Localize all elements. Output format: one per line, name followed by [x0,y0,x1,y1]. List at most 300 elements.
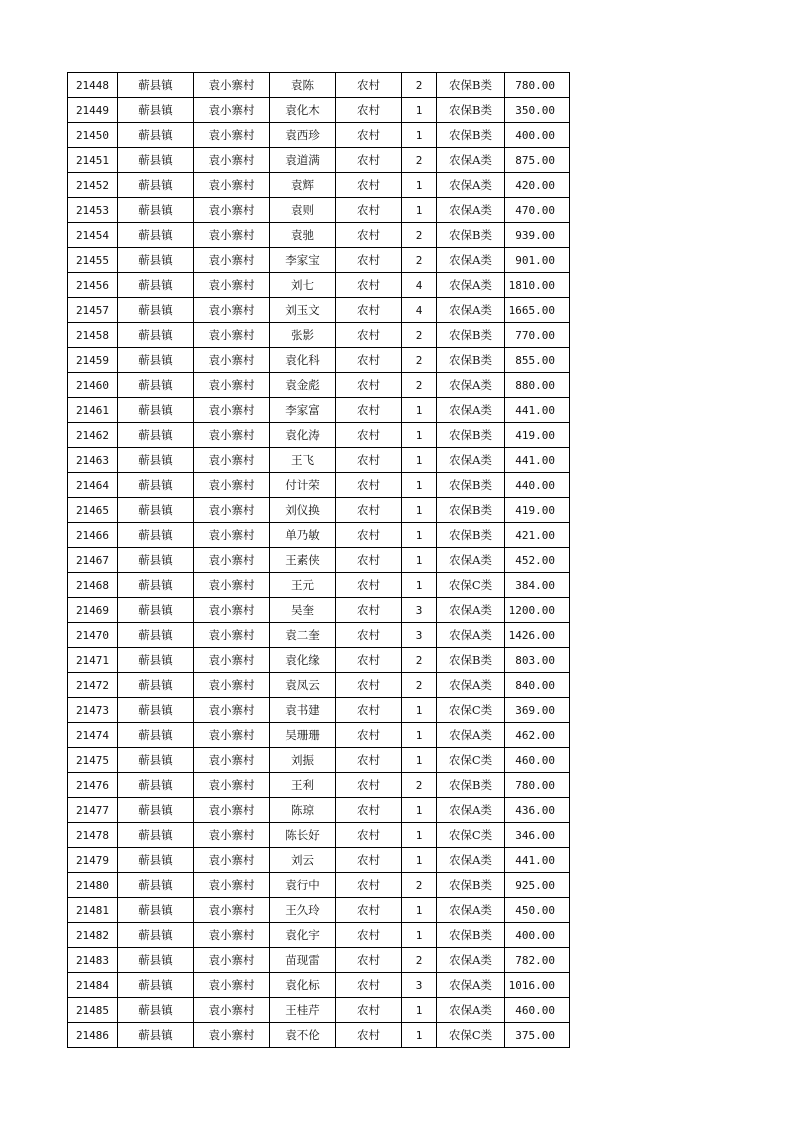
village-cell: 袁小寨村 [194,473,270,498]
record-id-cell: 21449 [68,98,118,123]
town-cell: 蕲县镇 [118,598,194,623]
amount-cell: 400.00 [505,123,570,148]
insurance-class-cell: 农保A类 [437,273,505,298]
record-id-cell: 21464 [68,473,118,498]
village-cell: 袁小寨村 [194,448,270,473]
name-cell: 袁书建 [270,698,336,723]
village-cell: 袁小寨村 [194,323,270,348]
table-row [68,973,570,998]
town-cell: 蕲县镇 [118,398,194,423]
area-type-cell: 农村 [336,773,402,798]
record-id-cell: 21479 [68,848,118,873]
household-size-cell: 1 [402,573,437,598]
name-cell: 袁化涛 [270,423,336,448]
table-row [68,173,570,198]
table-row [68,273,570,298]
village-cell: 袁小寨村 [194,523,270,548]
village-cell: 袁小寨村 [194,598,270,623]
area-type-cell: 农村 [336,148,402,173]
town-cell: 蕲县镇 [118,998,194,1023]
area-type-cell: 农村 [336,323,402,348]
household-size-cell: 2 [402,348,437,373]
table-row [68,398,570,423]
table-row [68,98,570,123]
name-cell: 袁化木 [270,98,336,123]
village-cell: 袁小寨村 [194,973,270,998]
amount-cell: 925.00 [505,873,570,898]
insurance-class-cell: 农保B类 [437,223,505,248]
town-cell: 蕲县镇 [118,773,194,798]
name-cell: 袁金彪 [270,373,336,398]
area-type-cell: 农村 [336,98,402,123]
town-cell: 蕲县镇 [118,973,194,998]
village-cell: 袁小寨村 [194,823,270,848]
area-type-cell: 农村 [336,598,402,623]
name-cell: 李家富 [270,398,336,423]
area-type-cell: 农村 [336,648,402,673]
village-cell: 袁小寨村 [194,723,270,748]
table-body [68,73,570,1048]
household-size-cell: 1 [402,848,437,873]
amount-cell: 419.00 [505,498,570,523]
town-cell: 蕲县镇 [118,123,194,148]
insurance-class-cell: 农保B类 [437,348,505,373]
village-cell: 袁小寨村 [194,248,270,273]
table-row [68,498,570,523]
record-id-cell: 21460 [68,373,118,398]
amount-cell: 346.00 [505,823,570,848]
record-id-cell: 21455 [68,248,118,273]
amount-cell: 780.00 [505,73,570,98]
insurance-class-cell: 农保A类 [437,373,505,398]
town-cell: 蕲县镇 [118,623,194,648]
name-cell: 吴珊珊 [270,723,336,748]
household-size-cell: 1 [402,523,437,548]
insurance-class-cell: 农保A类 [437,448,505,473]
name-cell: 袁西珍 [270,123,336,148]
area-type-cell: 农村 [336,573,402,598]
record-id-cell: 21484 [68,973,118,998]
town-cell: 蕲县镇 [118,148,194,173]
insurance-class-cell: 农保A类 [437,723,505,748]
household-size-cell: 2 [402,248,437,273]
insurance-class-cell: 农保A类 [437,973,505,998]
household-size-cell: 1 [402,998,437,1023]
amount-cell: 1665.00 [505,298,570,323]
amount-cell: 460.00 [505,998,570,1023]
area-type-cell: 农村 [336,248,402,273]
household-size-cell: 4 [402,298,437,323]
amount-cell: 1016.00 [505,973,570,998]
table-row [68,298,570,323]
name-cell: 陈长好 [270,823,336,848]
table-row [68,348,570,373]
village-cell: 袁小寨村 [194,898,270,923]
insurance-class-cell: 农保B类 [437,423,505,448]
insurance-class-cell: 农保A类 [437,948,505,973]
household-size-cell: 1 [402,548,437,573]
town-cell: 蕲县镇 [118,198,194,223]
amount-cell: 441.00 [505,448,570,473]
record-id-cell: 21456 [68,273,118,298]
area-type-cell: 农村 [336,873,402,898]
area-type-cell: 农村 [336,848,402,873]
record-id-cell: 21461 [68,398,118,423]
area-type-cell: 农村 [336,348,402,373]
insurance-class-cell: 农保B类 [437,923,505,948]
insurance-class-cell: 农保A类 [437,998,505,1023]
amount-cell: 1200.00 [505,598,570,623]
amount-cell: 369.00 [505,698,570,723]
record-id-cell: 21459 [68,348,118,373]
village-cell: 袁小寨村 [194,298,270,323]
record-id-cell: 21486 [68,1023,118,1048]
insurance-class-cell: 农保C类 [437,698,505,723]
village-cell: 袁小寨村 [194,223,270,248]
name-cell: 袁化标 [270,973,336,998]
table-row [68,73,570,98]
name-cell: 王元 [270,573,336,598]
insurance-class-cell: 农保A类 [437,298,505,323]
table-row [68,548,570,573]
household-size-cell: 1 [402,898,437,923]
town-cell: 蕲县镇 [118,848,194,873]
area-type-cell: 农村 [336,373,402,398]
household-size-cell: 2 [402,648,437,673]
amount-cell: 450.00 [505,898,570,923]
insurance-class-cell: 农保A类 [437,898,505,923]
amount-cell: 780.00 [505,773,570,798]
table-row [68,423,570,448]
insurance-class-cell: 农保A类 [437,198,505,223]
town-cell: 蕲县镇 [118,748,194,773]
table-row [68,248,570,273]
name-cell: 单乃敏 [270,523,336,548]
village-cell: 袁小寨村 [194,798,270,823]
insurance-class-cell: 农保B类 [437,73,505,98]
record-id-cell: 21471 [68,648,118,673]
household-size-cell: 1 [402,498,437,523]
area-type-cell: 农村 [336,198,402,223]
name-cell: 张影 [270,323,336,348]
table-row [68,898,570,923]
household-size-cell: 2 [402,223,437,248]
amount-cell: 939.00 [505,223,570,248]
amount-cell: 840.00 [505,673,570,698]
household-size-cell: 2 [402,773,437,798]
table-row [68,648,570,673]
area-type-cell: 农村 [336,423,402,448]
area-type-cell: 农村 [336,73,402,98]
village-cell: 袁小寨村 [194,873,270,898]
table-row [68,723,570,748]
table-row [68,823,570,848]
household-size-cell: 1 [402,98,437,123]
name-cell: 苗现雷 [270,948,336,973]
name-cell: 袁行中 [270,873,336,898]
household-size-cell: 3 [402,973,437,998]
amount-cell: 855.00 [505,348,570,373]
area-type-cell: 农村 [336,398,402,423]
amount-cell: 1426.00 [505,623,570,648]
village-cell: 袁小寨村 [194,423,270,448]
record-id-cell: 21478 [68,823,118,848]
area-type-cell: 农村 [336,898,402,923]
name-cell: 王素侠 [270,548,336,573]
name-cell: 袁化缘 [270,648,336,673]
table-row [68,148,570,173]
name-cell: 李家宝 [270,248,336,273]
town-cell: 蕲县镇 [118,798,194,823]
record-id-cell: 21473 [68,698,118,723]
household-size-cell: 1 [402,423,437,448]
village-cell: 袁小寨村 [194,273,270,298]
area-type-cell: 农村 [336,998,402,1023]
record-id-cell: 21469 [68,598,118,623]
town-cell: 蕲县镇 [118,173,194,198]
insurance-class-cell: 农保B类 [437,98,505,123]
household-size-cell: 1 [402,1023,437,1048]
village-cell: 袁小寨村 [194,173,270,198]
village-cell: 袁小寨村 [194,373,270,398]
insurance-class-cell: 农保A类 [437,548,505,573]
record-id-cell: 21463 [68,448,118,473]
name-cell: 袁驰 [270,223,336,248]
area-type-cell: 农村 [336,448,402,473]
household-size-cell: 1 [402,923,437,948]
area-type-cell: 农村 [336,273,402,298]
table-row [68,923,570,948]
town-cell: 蕲县镇 [118,523,194,548]
record-id-cell: 21480 [68,873,118,898]
amount-cell: 460.00 [505,748,570,773]
table-row [68,323,570,348]
household-size-cell: 1 [402,723,437,748]
town-cell: 蕲县镇 [118,948,194,973]
insurance-class-cell: 农保B类 [437,873,505,898]
record-id-cell: 21454 [68,223,118,248]
insurance-class-cell: 农保A类 [437,398,505,423]
town-cell: 蕲县镇 [118,698,194,723]
table-row [68,873,570,898]
area-type-cell: 农村 [336,748,402,773]
table-row [68,523,570,548]
household-size-cell: 1 [402,748,437,773]
insurance-class-cell: 农保C类 [437,748,505,773]
name-cell: 刘云 [270,848,336,873]
household-size-cell: 1 [402,448,437,473]
table-row [68,798,570,823]
table-row [68,998,570,1023]
household-size-cell: 2 [402,948,437,973]
record-id-cell: 21458 [68,323,118,348]
amount-cell: 441.00 [505,398,570,423]
record-id-cell: 21475 [68,748,118,773]
name-cell: 王久玲 [270,898,336,923]
record-id-cell: 21457 [68,298,118,323]
record-id-cell: 21472 [68,673,118,698]
area-type-cell: 农村 [336,698,402,723]
name-cell: 袁则 [270,198,336,223]
household-size-cell: 1 [402,123,437,148]
name-cell: 王桂芹 [270,998,336,1023]
insurance-class-cell: 农保B类 [437,473,505,498]
amount-cell: 440.00 [505,473,570,498]
name-cell: 袁二奎 [270,623,336,648]
village-cell: 袁小寨村 [194,848,270,873]
amount-cell: 875.00 [505,148,570,173]
record-id-cell: 21476 [68,773,118,798]
name-cell: 刘振 [270,748,336,773]
area-type-cell: 农村 [336,623,402,648]
amount-cell: 384.00 [505,573,570,598]
amount-cell: 421.00 [505,523,570,548]
household-size-cell: 2 [402,373,437,398]
name-cell: 袁不伦 [270,1023,336,1048]
insurance-class-cell: 农保B类 [437,498,505,523]
amount-cell: 441.00 [505,848,570,873]
village-cell: 袁小寨村 [194,748,270,773]
amount-cell: 1810.00 [505,273,570,298]
household-size-cell: 3 [402,623,437,648]
record-id-cell: 21462 [68,423,118,448]
town-cell: 蕲县镇 [118,423,194,448]
name-cell: 袁凤云 [270,673,336,698]
household-size-cell: 1 [402,398,437,423]
table-row [68,573,570,598]
village-cell: 袁小寨村 [194,73,270,98]
name-cell: 刘玉文 [270,298,336,323]
insurance-class-cell: 农保B类 [437,123,505,148]
town-cell: 蕲县镇 [118,248,194,273]
area-type-cell: 农村 [336,923,402,948]
insurance-class-cell: 农保B类 [437,773,505,798]
amount-cell: 420.00 [505,173,570,198]
record-id-cell: 21482 [68,923,118,948]
table-row [68,223,570,248]
area-type-cell: 农村 [336,798,402,823]
household-size-cell: 1 [402,823,437,848]
town-cell: 蕲县镇 [118,723,194,748]
table-row [68,123,570,148]
area-type-cell: 农村 [336,823,402,848]
town-cell: 蕲县镇 [118,498,194,523]
household-size-cell: 1 [402,198,437,223]
household-size-cell: 1 [402,173,437,198]
town-cell: 蕲县镇 [118,273,194,298]
amount-cell: 901.00 [505,248,570,273]
town-cell: 蕲县镇 [118,323,194,348]
insurance-class-cell: 农保B类 [437,523,505,548]
table-row [68,773,570,798]
table-row [68,448,570,473]
town-cell: 蕲县镇 [118,873,194,898]
household-size-cell: 2 [402,673,437,698]
table-row [68,848,570,873]
insurance-class-cell: 农保A类 [437,173,505,198]
village-cell: 袁小寨村 [194,98,270,123]
household-size-cell: 1 [402,698,437,723]
area-type-cell: 农村 [336,173,402,198]
amount-cell: 436.00 [505,798,570,823]
amount-cell: 880.00 [505,373,570,398]
household-size-cell: 1 [402,798,437,823]
record-id-cell: 21451 [68,148,118,173]
record-id-cell: 21468 [68,573,118,598]
town-cell: 蕲县镇 [118,923,194,948]
town-cell: 蕲县镇 [118,298,194,323]
insurance-class-cell: 农保A类 [437,248,505,273]
table-row [68,948,570,973]
name-cell: 袁化科 [270,348,336,373]
area-type-cell: 农村 [336,298,402,323]
record-id-cell: 21470 [68,623,118,648]
village-cell: 袁小寨村 [194,348,270,373]
village-cell: 袁小寨村 [194,198,270,223]
village-cell: 袁小寨村 [194,948,270,973]
records-table [67,72,570,1048]
area-type-cell: 农村 [336,223,402,248]
insurance-class-cell: 农保A类 [437,848,505,873]
town-cell: 蕲县镇 [118,348,194,373]
village-cell: 袁小寨村 [194,998,270,1023]
insurance-class-cell: 农保B类 [437,323,505,348]
amount-cell: 452.00 [505,548,570,573]
record-id-cell: 21481 [68,898,118,923]
area-type-cell: 农村 [336,673,402,698]
name-cell: 吴奎 [270,598,336,623]
town-cell: 蕲县镇 [118,573,194,598]
village-cell: 袁小寨村 [194,148,270,173]
town-cell: 蕲县镇 [118,1023,194,1048]
area-type-cell: 农村 [336,723,402,748]
insurance-class-cell: 农保A类 [437,148,505,173]
table-row [68,748,570,773]
record-id-cell: 21483 [68,948,118,973]
record-id-cell: 21467 [68,548,118,573]
insurance-class-cell: 农保C类 [437,1023,505,1048]
town-cell: 蕲县镇 [118,898,194,923]
town-cell: 蕲县镇 [118,73,194,98]
name-cell: 袁道满 [270,148,336,173]
household-size-cell: 2 [402,873,437,898]
insurance-class-cell: 农保C类 [437,573,505,598]
town-cell: 蕲县镇 [118,548,194,573]
village-cell: 袁小寨村 [194,1023,270,1048]
record-id-cell: 21448 [68,73,118,98]
record-id-cell: 21477 [68,798,118,823]
household-size-cell: 3 [402,598,437,623]
insurance-class-cell: 农保C类 [437,823,505,848]
amount-cell: 375.00 [505,1023,570,1048]
area-type-cell: 农村 [336,523,402,548]
village-cell: 袁小寨村 [194,773,270,798]
name-cell: 王飞 [270,448,336,473]
household-size-cell: 1 [402,473,437,498]
name-cell: 付计荣 [270,473,336,498]
village-cell: 袁小寨村 [194,623,270,648]
amount-cell: 782.00 [505,948,570,973]
area-type-cell: 农村 [336,498,402,523]
town-cell: 蕲县镇 [118,823,194,848]
record-id-cell: 21450 [68,123,118,148]
table-row [68,1023,570,1048]
insurance-class-cell: 农保B类 [437,648,505,673]
table-row [68,598,570,623]
name-cell: 刘仪换 [270,498,336,523]
town-cell: 蕲县镇 [118,473,194,498]
village-cell: 袁小寨村 [194,573,270,598]
